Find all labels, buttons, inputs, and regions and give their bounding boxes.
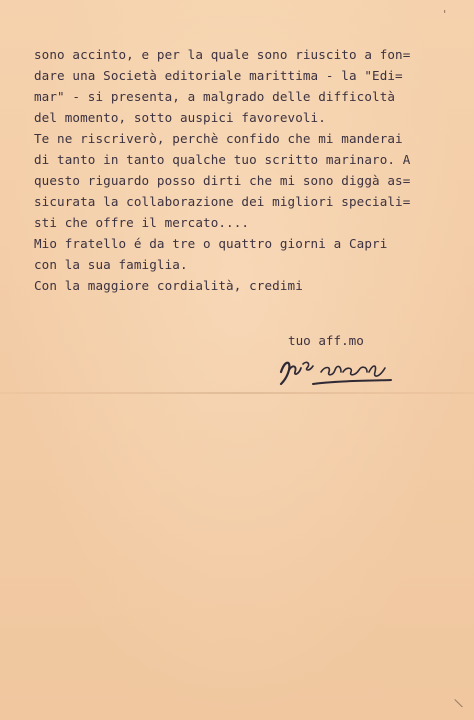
top-mark: ' [441, 8, 448, 21]
text-line: Con la maggiore cordialità, credimi [34, 278, 303, 293]
signature-handwriting-icon [275, 354, 395, 388]
letter-body [34, 44, 464, 296]
text-line: sti che offre il mercato.... [34, 215, 250, 230]
text-line: Te ne riscriverò, perchè confido che mi manderai [34, 131, 403, 146]
text-line: con la sua famiglia. [34, 257, 188, 272]
signature [275, 354, 395, 388]
text-line: di tanto in tanto qualche tuo scritto marinaro. A [34, 152, 411, 167]
text-line: Mio fratello é da tre o quattro giorni a Capri [34, 236, 388, 251]
text-line: del momento, sotto auspici favorevoli. [34, 110, 326, 125]
text-line: dare una Società editoriale marittima - la "Edi= [34, 68, 403, 83]
text-line: sono accinto, e per la quale sono riuscito a fon= [34, 47, 411, 62]
text-line: questo riguardo posso dirti che mi sono diggà as= [34, 173, 411, 188]
paper-fold [0, 392, 474, 394]
text-line: sicurata la collaborazione dei migliori speciali= [34, 194, 411, 209]
text-line: mar" - si presenta, a malgrado delle difficoltà [34, 89, 396, 104]
bottom-mark: \ [452, 695, 465, 711]
closing-text: tuo aff.mo [288, 333, 364, 348]
